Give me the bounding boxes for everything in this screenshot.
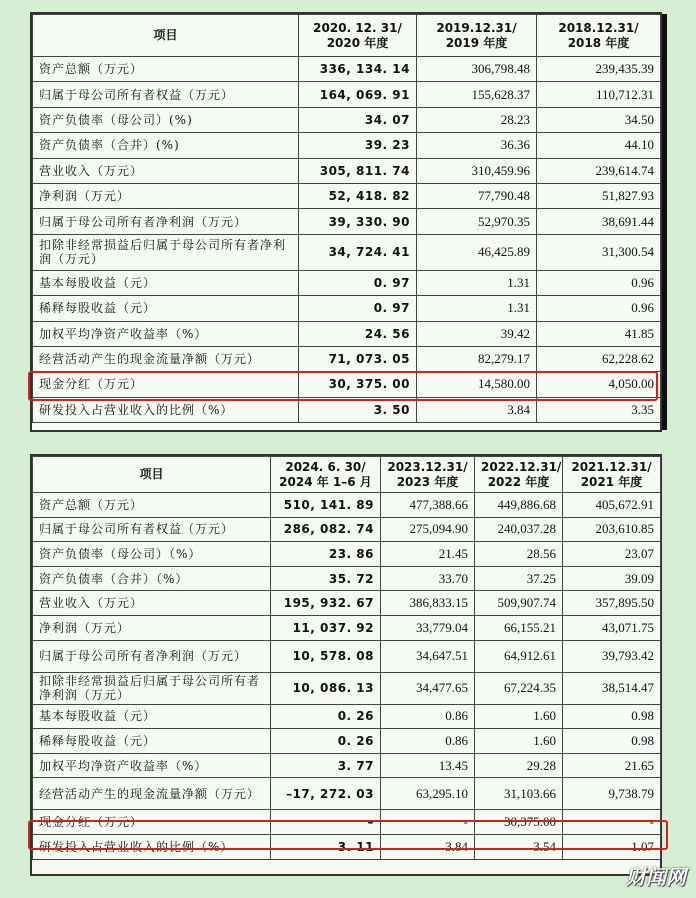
header-period-1: 2024. 6. 30/ 2024 年 1–6 月 bbox=[271, 457, 381, 493]
cell-value: - bbox=[381, 810, 475, 835]
cell-value: 52, 418. 82 bbox=[299, 183, 417, 208]
cell-value: 0.86 bbox=[381, 729, 475, 754]
header-period-3: 2018.12.31/ 2018 年度 bbox=[537, 15, 661, 57]
panel-edge-shadow bbox=[662, 14, 667, 430]
cell-value: 3. 11 bbox=[271, 834, 381, 859]
cell-value: 357,895.50 bbox=[563, 591, 661, 616]
cell-value: 44.10 bbox=[537, 133, 661, 158]
row-label: 资产负债率（合并）（%） bbox=[33, 566, 271, 591]
cell-value: 23. 86 bbox=[271, 542, 381, 567]
cell-value: 0.98 bbox=[563, 729, 661, 754]
cell-value: 21.45 bbox=[381, 542, 475, 567]
cell-value: 77,790.48 bbox=[417, 183, 537, 208]
table-header-row bbox=[33, 15, 661, 57]
cell-value: 1.31 bbox=[417, 270, 537, 295]
cell-value: 66,155.21 bbox=[475, 615, 563, 640]
row-label: 资产负债率（母公司）（%） bbox=[33, 542, 271, 567]
cell-value: 239,614.74 bbox=[537, 158, 661, 183]
cell-value: 509,907.74 bbox=[475, 591, 563, 616]
row-label: 基本每股收益（元） bbox=[33, 270, 299, 295]
cell-value: 240,037.28 bbox=[475, 517, 563, 542]
table-row bbox=[33, 615, 661, 640]
cell-value: 477,388.66 bbox=[381, 493, 475, 518]
cell-value: 0. 97 bbox=[299, 296, 417, 321]
cash-dividend-highlight bbox=[28, 371, 658, 401]
row-label: 稀释每股收益（元） bbox=[33, 296, 299, 321]
row-label: 基本每股收益（元） bbox=[33, 704, 271, 729]
row-label: 归属于母公司所有者净利润（万元） bbox=[33, 209, 299, 234]
row-label: 扣除非经常损益后归属于母公司所有者净利润（万元） bbox=[33, 672, 271, 704]
cell-value: 4,050.00 bbox=[537, 372, 661, 397]
row-label: 净利润（万元） bbox=[33, 183, 299, 208]
cell-value: 3.54 bbox=[475, 834, 563, 859]
cell-value: 34, 724. 41 bbox=[299, 234, 417, 270]
cell-value: 63,295.10 bbox=[381, 778, 475, 810]
cell-value: – bbox=[271, 810, 381, 835]
cell-value: 21.65 bbox=[563, 753, 661, 778]
cell-value: 110,712.31 bbox=[537, 82, 661, 107]
table-row bbox=[33, 591, 661, 616]
cell-value: 0. 26 bbox=[271, 704, 381, 729]
header-period-2: 2019.12.31/ 2019 年度 bbox=[417, 15, 537, 57]
cell-value: 39. 23 bbox=[299, 133, 417, 158]
row-label: 研发投入占营业收入的比例（%） bbox=[33, 834, 271, 859]
cell-value: 37.25 bbox=[475, 566, 563, 591]
cell-value: 30, 375. 00 bbox=[299, 372, 417, 397]
cell-value: 195, 932. 67 bbox=[271, 591, 381, 616]
cell-value: 62,228.62 bbox=[537, 346, 661, 371]
table-row bbox=[33, 778, 661, 810]
cell-value: 0.86 bbox=[381, 704, 475, 729]
row-label: 扣除非经常损益后归属于母公司所有者净利润（万元） bbox=[33, 234, 299, 270]
table-row bbox=[33, 640, 661, 672]
cell-value: 28.56 bbox=[475, 542, 563, 567]
cell-value: 275,094.90 bbox=[381, 517, 475, 542]
cell-value: 30,375.00 bbox=[475, 810, 563, 835]
table-row bbox=[33, 346, 661, 371]
cell-value: 33,779.04 bbox=[381, 615, 475, 640]
cell-value: 31,103.66 bbox=[475, 778, 563, 810]
cell-value: 71, 073. 05 bbox=[299, 346, 417, 371]
table-row bbox=[33, 729, 661, 754]
header-period-3: 2022.12.31/ 2022 年度 bbox=[475, 457, 563, 493]
header-period-4: 2021.12.31/ 2021 年度 bbox=[563, 457, 661, 493]
cell-value: 336, 134. 14 bbox=[299, 57, 417, 82]
row-label: 资产总额（万元） bbox=[33, 493, 271, 518]
cell-value: - bbox=[563, 810, 661, 835]
cell-value: 239,435.39 bbox=[537, 57, 661, 82]
cell-value: 9,738.79 bbox=[563, 778, 661, 810]
cell-value: 0. 97 bbox=[299, 270, 417, 295]
row-label: 净利润（万元） bbox=[33, 615, 271, 640]
cell-value: 449,886.68 bbox=[475, 493, 563, 518]
table-row bbox=[33, 542, 661, 567]
cell-value: 155,628.37 bbox=[417, 82, 537, 107]
table-row bbox=[33, 234, 661, 270]
cell-value: 34,647.51 bbox=[381, 640, 475, 672]
row-label: 归属于母公司所有者权益（万元） bbox=[33, 517, 271, 542]
cash-dividend-highlight bbox=[28, 820, 668, 850]
cell-value: 34. 07 bbox=[299, 107, 417, 132]
cell-value: 28.23 bbox=[417, 107, 537, 132]
cell-value: 41.85 bbox=[537, 321, 661, 346]
row-label: 加权平均净资产收益率（%） bbox=[33, 321, 299, 346]
header-period-2: 2023.12.31/ 2023 年度 bbox=[381, 457, 475, 493]
table-row bbox=[33, 493, 661, 518]
cell-value: 13.45 bbox=[381, 753, 475, 778]
cell-value: 34,477.65 bbox=[381, 672, 475, 704]
row-label: 营业收入（万元） bbox=[33, 158, 299, 183]
header-item: 项目 bbox=[33, 457, 271, 493]
cell-value: 286, 082. 74 bbox=[271, 517, 381, 542]
table-row bbox=[33, 517, 661, 542]
cell-value: 1.60 bbox=[475, 729, 563, 754]
cell-value: 10, 578. 08 bbox=[271, 640, 381, 672]
row-label: 营业收入（万元） bbox=[33, 591, 271, 616]
cell-value: 310,459.96 bbox=[417, 158, 537, 183]
cell-value: 34.50 bbox=[537, 107, 661, 132]
site-watermark: 财闻网 bbox=[626, 865, 686, 889]
table-row bbox=[33, 133, 661, 158]
table-row bbox=[33, 566, 661, 591]
cell-value: 3.35 bbox=[537, 397, 661, 422]
table-row bbox=[33, 107, 661, 132]
bottom-financial-table-panel bbox=[30, 454, 662, 876]
cell-value: 51,827.93 bbox=[537, 183, 661, 208]
cell-value: 3.84 bbox=[417, 397, 537, 422]
table-row bbox=[33, 321, 661, 346]
top-financial-table-panel bbox=[30, 12, 662, 432]
cell-value: 38,514.47 bbox=[563, 672, 661, 704]
cell-value: 39.42 bbox=[417, 321, 537, 346]
row-label: 现金分红（万元） bbox=[33, 372, 299, 397]
cell-value: 0.98 bbox=[563, 704, 661, 729]
cell-value: 24. 56 bbox=[299, 321, 417, 346]
cell-value: 52,970.35 bbox=[417, 209, 537, 234]
cell-value: 1.31 bbox=[417, 296, 537, 321]
row-label: 资产负债率（母公司）(%) bbox=[33, 107, 299, 132]
cell-value: 39.09 bbox=[563, 566, 661, 591]
cell-value: 3. 77 bbox=[271, 753, 381, 778]
cell-value: 0.96 bbox=[537, 296, 661, 321]
cell-value: 3.84 bbox=[381, 834, 475, 859]
table-row bbox=[33, 82, 661, 107]
row-label: 归属于母公司所有者权益（万元） bbox=[33, 82, 299, 107]
table-row bbox=[33, 183, 661, 208]
cell-value: 405,672.91 bbox=[563, 493, 661, 518]
cell-value: 36.36 bbox=[417, 133, 537, 158]
table-row bbox=[33, 209, 661, 234]
table-row bbox=[33, 753, 661, 778]
cell-value: 305, 811. 74 bbox=[299, 158, 417, 183]
cell-value: 203,610.85 bbox=[563, 517, 661, 542]
cell-value: 14,580.00 bbox=[417, 372, 537, 397]
cell-value: 39,793.42 bbox=[563, 640, 661, 672]
cell-value: 39, 330. 90 bbox=[299, 209, 417, 234]
cell-value: 64,912.61 bbox=[475, 640, 563, 672]
cell-value: 1.60 bbox=[475, 704, 563, 729]
cell-value: 11, 037. 92 bbox=[271, 615, 381, 640]
cell-value: 306,798.48 bbox=[417, 57, 537, 82]
row-label: 经营活动产生的现金流量净额（万元） bbox=[33, 778, 271, 810]
cell-value: 3. 50 bbox=[299, 397, 417, 422]
cell-value: 43,071.75 bbox=[563, 615, 661, 640]
cell-value: 31,300.54 bbox=[537, 234, 661, 270]
row-label: 加权平均净资产收益率（%） bbox=[33, 753, 271, 778]
cell-value: 38,691.44 bbox=[537, 209, 661, 234]
table-row bbox=[33, 296, 661, 321]
table-row bbox=[33, 158, 661, 183]
table-row bbox=[33, 704, 661, 729]
cell-value: 67,224.35 bbox=[475, 672, 563, 704]
header-period-1: 2020. 12. 31/ 2020 年度 bbox=[299, 15, 417, 57]
cell-value: 23.07 bbox=[563, 542, 661, 567]
top-financial-table bbox=[32, 14, 661, 423]
row-label: 资产负债率（合并）(%) bbox=[33, 133, 299, 158]
cell-value: 0.96 bbox=[537, 270, 661, 295]
cell-value: 35. 72 bbox=[271, 566, 381, 591]
table-row bbox=[33, 57, 661, 82]
cell-value: 1.07 bbox=[563, 834, 661, 859]
table-row bbox=[33, 270, 661, 295]
cell-value: 33.70 bbox=[381, 566, 475, 591]
row-label: 资产总额（万元） bbox=[33, 57, 299, 82]
table-row bbox=[33, 672, 661, 704]
bottom-financial-table bbox=[32, 456, 661, 860]
cell-value: 82,279.17 bbox=[417, 346, 537, 371]
row-label: 归属于母公司所有者净利润（万元） bbox=[33, 640, 271, 672]
cell-value: –17, 272. 03 bbox=[271, 778, 381, 810]
row-label: 经营活动产生的现金流量净额（万元） bbox=[33, 346, 299, 371]
cell-value: 164, 069. 91 bbox=[299, 82, 417, 107]
table-header-row bbox=[33, 457, 661, 493]
row-label: 研发投入占营业收入的比例（%） bbox=[33, 397, 299, 422]
header-item: 项目 bbox=[33, 15, 299, 57]
row-label: 现金分红（万元） bbox=[33, 810, 271, 835]
cell-value: 10, 086. 13 bbox=[271, 672, 381, 704]
cell-value: 46,425.89 bbox=[417, 234, 537, 270]
cell-value: 510, 141. 89 bbox=[271, 493, 381, 518]
cell-value: 29.28 bbox=[475, 753, 563, 778]
cell-value: 0. 26 bbox=[271, 729, 381, 754]
cell-value: 386,833.15 bbox=[381, 591, 475, 616]
row-label: 稀释每股收益（元） bbox=[33, 729, 271, 754]
